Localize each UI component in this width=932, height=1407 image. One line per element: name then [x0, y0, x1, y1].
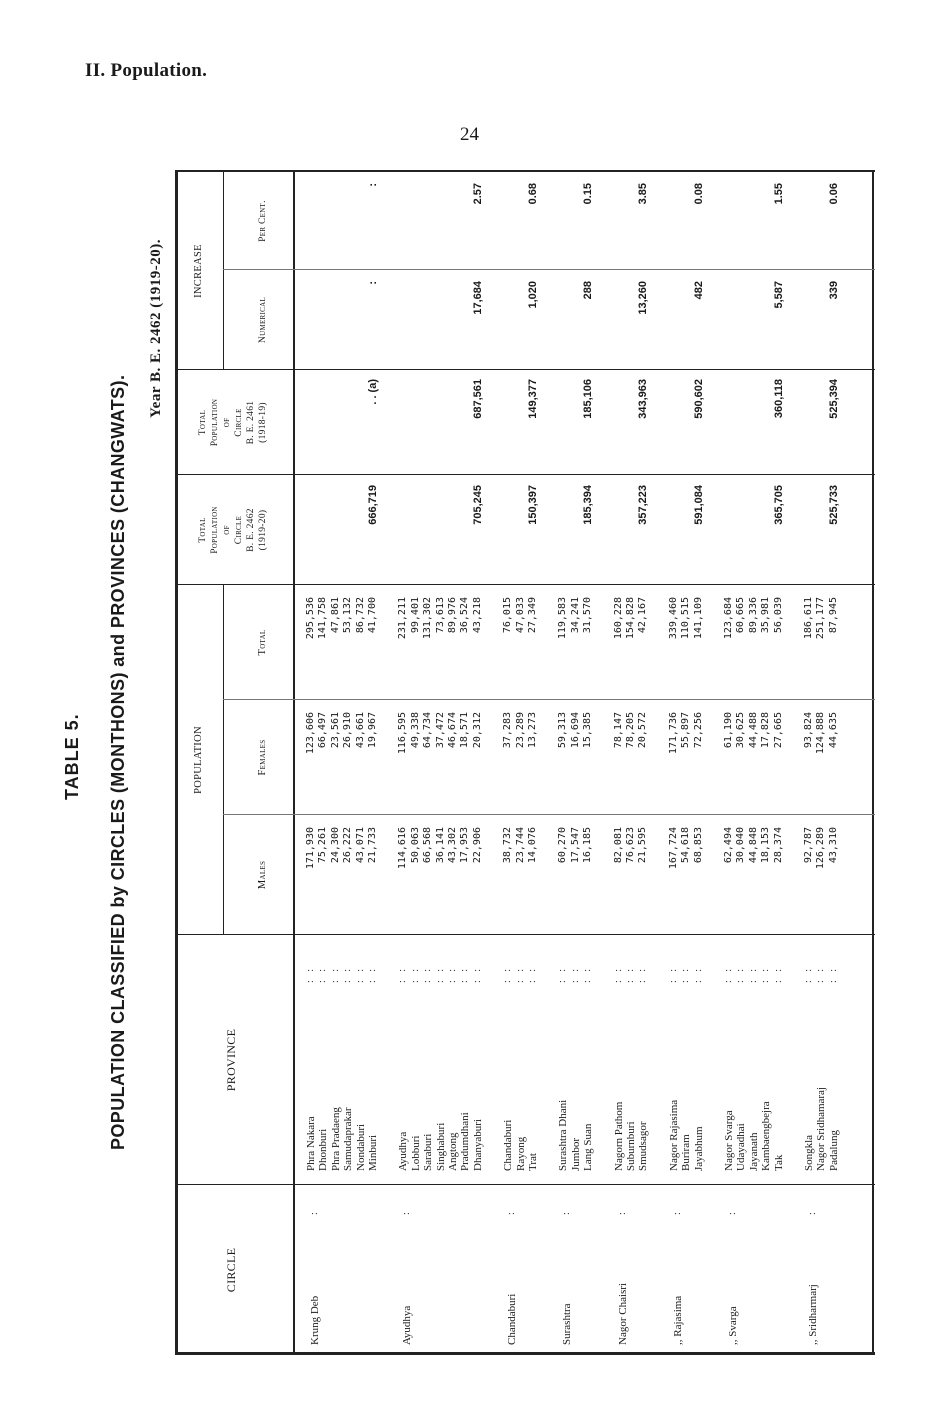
males-value: 171,930 [305, 827, 316, 870]
increase-numerical: 482 [692, 281, 705, 300]
females-value: 78,147 [612, 712, 624, 749]
males-value: 21,595 [637, 827, 649, 864]
females-value: 20,572 [637, 712, 649, 749]
table-number: TABLE 5. [62, 713, 82, 800]
province-name: Nagor Rajasima [667, 1099, 680, 1171]
females-value: 59,313 [557, 712, 569, 749]
circle-total-2461: 687,561 [471, 379, 484, 419]
header-total-2461-line: Total [198, 409, 208, 436]
province-name: Nagor Sridhamaraj [815, 1087, 828, 1171]
males-value: 17,953 [459, 827, 471, 864]
province-name: Dhanyaburi [471, 1119, 484, 1171]
province-name: Phra Pradaeng [329, 1107, 342, 1171]
increase-per-cent: 0.15 [582, 183, 595, 205]
circle-dots: : [401, 1209, 413, 1215]
province-dots: : : [723, 965, 734, 983]
province-dots: : : [582, 965, 594, 983]
total-value: 231,211 [397, 597, 409, 640]
males-value: 82,081 [612, 827, 624, 864]
total-value: 110,515 [680, 597, 692, 640]
total-value: 53,132 [342, 597, 354, 634]
females-value: 72,256 [692, 712, 704, 749]
header-total-2461-line: of [222, 417, 232, 428]
province-dots: : : [569, 965, 581, 983]
males-value: 66,568 [422, 827, 434, 864]
circle-total-2462: 705,245 [471, 485, 484, 525]
males-value: 18,153 [760, 827, 772, 864]
females-value: 30,625 [735, 712, 747, 749]
males-value: 30,040 [735, 827, 747, 864]
province-name: Phra Nakara [305, 1116, 317, 1171]
females-total-rule [223, 699, 875, 700]
circle-name: Nagor Chaisri [616, 1282, 629, 1345]
province-dots: : : [422, 965, 434, 983]
females-value: 16,694 [569, 712, 581, 749]
females-value: 66,497 [317, 712, 329, 749]
females-value: 20,312 [471, 712, 483, 749]
province-name: Kambaengbejra [760, 1101, 773, 1171]
females-value: 93,824 [803, 712, 814, 749]
province-dots: : : [434, 965, 446, 983]
total-value: 154,828 [625, 597, 636, 640]
province-dots: : : [317, 965, 329, 983]
province-name: Jayanath [747, 1132, 760, 1171]
circle-total-2461: 343,963 [637, 379, 650, 419]
males-value: 126,289 [815, 827, 827, 870]
circle-dots: : [506, 1209, 518, 1215]
circle-name: Chandaburi [506, 1293, 519, 1345]
header-total-2461-line: Circle [234, 408, 244, 437]
circle-name: Krung Deb [309, 1295, 321, 1345]
province-dots: : : [667, 965, 679, 983]
header-total-2461-line: B. E. 2461 [246, 400, 256, 445]
province-dots: : : [815, 965, 827, 983]
circle-name: ,, Svarga [727, 1306, 739, 1345]
header-population: POPULATION [193, 726, 204, 794]
province-name: Samudaprakar [342, 1107, 355, 1171]
females-value: 27,665 [772, 712, 784, 749]
province-name: Trat [527, 1153, 539, 1171]
numerical-percent-rule [223, 269, 875, 270]
province-name: Chandaburi [502, 1119, 515, 1171]
total-value: 141,109 [692, 597, 704, 640]
circle-dots: : [309, 1209, 320, 1215]
table-border-right [175, 170, 875, 172]
total-value: 47,033 [514, 597, 526, 634]
males-value: 28,374 [772, 827, 784, 864]
header-rule [293, 170, 295, 1355]
total-value: 99,401 [409, 597, 421, 634]
province-name: Smudsagor [637, 1121, 650, 1171]
total-value: 42,167 [637, 597, 649, 634]
province-name: Minburi [367, 1134, 379, 1171]
province-name: Angtong [447, 1132, 459, 1171]
circle-total-2461: 590,602 [692, 379, 705, 419]
province-name: Surashtra Dhani [557, 1099, 570, 1171]
females-value: 116,595 [397, 712, 409, 755]
females-value: 17,828 [760, 712, 772, 749]
year-label: Year B. E. 2462 (1919-20). [148, 239, 164, 418]
province-name: Lobburi [409, 1135, 422, 1171]
increase-per-cent: : [367, 183, 379, 187]
table-border-bottom [872, 170, 874, 1355]
province-name: Nagorn Pathom [612, 1101, 625, 1171]
province-name: Saraburi [422, 1133, 435, 1171]
header-per-cent: Per Cent. [258, 200, 268, 242]
total-value: 86,732 [354, 597, 366, 634]
province-dots: : : [471, 965, 483, 983]
column-rule-2 [175, 584, 875, 585]
province-dots: : : [447, 965, 458, 983]
females-value: 23,561 [329, 712, 341, 749]
province-dots: : : [397, 965, 409, 983]
section-heading: II. Population. [85, 60, 208, 81]
increase-numerical: 339 [827, 281, 840, 300]
header-females: Females [257, 739, 268, 776]
females-value: 55,897 [680, 712, 692, 749]
increase-per-cent: 1.55 [772, 183, 785, 205]
header-total-2462-line: B. E. 2462 [246, 508, 256, 552]
males-value: 68,853 [692, 827, 704, 864]
total-value: 41,700 [367, 597, 378, 634]
total-value: 27,349 [527, 597, 538, 634]
males-value: 75,261 [317, 827, 329, 864]
circle-name: ,, Sridharmarj [807, 1284, 819, 1345]
females-value: 171,736 [667, 712, 679, 755]
males-value: 14,076 [527, 827, 538, 864]
table-title: POPULATION CLASSIFIED by CIRCLES (MONTHONS) and PROVINCES (CHANGWATS). [108, 374, 128, 1150]
females-value: 78,205 [625, 712, 636, 749]
females-value: 37,472 [434, 712, 446, 749]
total-value: 73,613 [434, 597, 446, 634]
header-increase: INCREASE [193, 244, 204, 298]
total-value: 123,684 [723, 597, 734, 640]
males-value: 43,310 [827, 827, 839, 864]
header-total-2462-line: (1919-20) [258, 509, 268, 551]
province-dots: : : [760, 965, 772, 983]
table-border-top [175, 170, 178, 1355]
increase-numerical: 1,020 [527, 281, 539, 309]
males-value: 44,848 [747, 827, 759, 864]
increase-per-cent: 0.08 [692, 183, 705, 205]
total-value: 76,015 [502, 597, 514, 634]
province-dots: : : [354, 965, 366, 983]
males-value: 36,141 [434, 827, 446, 864]
province-name: Lang Suan [582, 1123, 595, 1171]
circle-total-2462: 666,719 [367, 485, 379, 525]
province-name: Pradumdhani [459, 1112, 472, 1171]
total-value: 36,524 [459, 597, 471, 634]
header-total-2461-line: Population [210, 398, 220, 447]
province-name: Rayong [514, 1136, 527, 1171]
circle-total-2462: 150,397 [527, 485, 539, 525]
province-dots: : : [680, 965, 692, 983]
males-value: 50,063 [409, 827, 421, 864]
column-rule-4 [175, 369, 875, 370]
males-value: 43,071 [354, 827, 366, 864]
increase-numerical: 13,260 [637, 281, 650, 315]
province-name: Tak [772, 1154, 785, 1171]
total-value: 35,981 [760, 597, 772, 634]
population-subrule [223, 585, 224, 935]
females-value: 23,289 [514, 712, 526, 749]
province-name: Dhonburi [317, 1128, 330, 1171]
circle-total-2462: 365,705 [772, 485, 785, 525]
column-rule-3 [175, 474, 875, 475]
circle-dots: : [807, 1209, 818, 1215]
males-females-rule [223, 814, 875, 815]
province-dots: : : [735, 965, 747, 983]
increase-per-cent: 0.68 [527, 183, 539, 205]
total-value: 339,460 [667, 597, 679, 640]
circle-dots: : [671, 1209, 683, 1215]
total-value: 295,536 [305, 597, 316, 640]
males-value: 38,732 [502, 827, 514, 864]
province-dots: : : [772, 965, 784, 983]
column-rule-0 [175, 1184, 875, 1185]
province-dots: : : [409, 965, 421, 983]
males-value: 24,300 [329, 827, 341, 864]
males-value: 26,222 [342, 827, 354, 864]
province-name: Nagor Svarga [723, 1110, 735, 1171]
province-name: Udayadhai [735, 1123, 748, 1171]
province-name: Ayudhya [397, 1131, 410, 1171]
total-value: 89,976 [447, 597, 458, 634]
province-name: Padalung [827, 1130, 840, 1171]
header-circle: CIRCLE [224, 1247, 238, 1293]
header-total-2462-line: Circle [234, 515, 244, 545]
province-name: Songkla [803, 1134, 815, 1171]
total-value: 47,861 [329, 597, 341, 634]
column-rule-1 [175, 934, 875, 935]
total-value: 87,945 [827, 597, 839, 634]
total-value: 56,039 [772, 597, 784, 634]
males-value: 21,733 [367, 827, 378, 864]
females-value: 64,734 [422, 712, 434, 749]
province-dots: : : [527, 965, 538, 983]
females-value: 61,190 [723, 712, 734, 749]
header-total-2461-line: (1918-19) [258, 402, 268, 443]
province-dots: : : [612, 965, 624, 983]
total-value: 131,302 [422, 597, 434, 640]
province-dots: : : [514, 965, 526, 983]
province-dots: : : [557, 965, 569, 983]
circle-total-2462: 185,394 [582, 485, 595, 525]
males-value: 60,270 [557, 827, 569, 864]
province-dots: : : [803, 965, 814, 983]
province-dots: : : [827, 965, 839, 983]
circle-total-2462: 357,223 [637, 485, 650, 525]
circle-total-2461: . . (a) [367, 379, 379, 405]
females-value: 26,910 [342, 712, 354, 749]
increase-subrule [223, 172, 224, 370]
females-value: 46,674 [447, 712, 458, 749]
circle-dots: : [616, 1209, 628, 1215]
total-value: 119,583 [557, 597, 569, 640]
circle-total-2461: 149,377 [527, 379, 539, 419]
province-dots: : : [637, 965, 649, 983]
province-dots: : : [305, 965, 316, 983]
females-value: 49,338 [409, 712, 421, 749]
header-total-2462-line: Total [198, 517, 208, 543]
females-value: 19,967 [367, 712, 378, 749]
females-value: 124,888 [815, 712, 827, 755]
header-total-2462-line: of [222, 525, 232, 535]
circle-total-2461: 185,106 [582, 379, 595, 419]
total-value: 31,570 [582, 597, 594, 634]
circle-dots: : [727, 1209, 738, 1215]
total-value: 43,218 [471, 597, 483, 634]
males-value: 43,302 [447, 827, 458, 864]
males-value: 92,787 [803, 827, 814, 864]
females-value: 44,488 [747, 712, 759, 749]
males-value: 62,494 [723, 827, 734, 864]
circle-dots: : [561, 1209, 573, 1215]
header-males: Males [257, 860, 268, 890]
province-dots: : : [747, 965, 759, 983]
total-value: 89,336 [747, 597, 759, 634]
circle-total-2461: 360,118 [772, 379, 785, 419]
province-name: Jumbor [569, 1138, 582, 1171]
province-dots: : : [329, 965, 341, 983]
increase-numerical: 288 [582, 281, 595, 300]
circle-name: Surashtra [561, 1303, 574, 1345]
circle-total-2462: 591,084 [692, 485, 705, 525]
province-name: Jayabhum [692, 1126, 705, 1171]
males-value: 22,906 [471, 827, 483, 864]
males-value: 17,547 [569, 827, 581, 864]
females-value: 43,661 [354, 712, 366, 749]
increase-numerical: : [367, 281, 379, 285]
total-value: 141,758 [317, 597, 329, 640]
males-value: 114,616 [397, 827, 409, 870]
total-value: 160,228 [612, 597, 624, 640]
province-name: Singhaburi [434, 1122, 447, 1171]
circle-name: Ayudhya [401, 1305, 414, 1345]
total-value: 251,177 [815, 597, 827, 640]
province-dots: : : [502, 965, 514, 983]
header-numerical: Numerical [258, 296, 268, 344]
circle-total-2461: 525,394 [827, 379, 840, 419]
males-value: 76,623 [625, 827, 636, 864]
females-value: 44,635 [827, 712, 839, 749]
population-table [175, 170, 875, 1355]
province-dots: : : [342, 965, 354, 983]
total-value: 60,665 [735, 597, 747, 634]
increase-per-cent: 3.85 [637, 183, 650, 205]
header-total-2462-line: Population [210, 506, 220, 554]
total-value: 186,611 [803, 597, 814, 640]
females-value: 123,606 [305, 712, 316, 755]
province-dots: : : [367, 965, 378, 983]
increase-per-cent: 0.06 [827, 183, 840, 205]
males-value: 54,618 [680, 827, 692, 864]
province-name: Buriram [680, 1134, 693, 1171]
table-border-left [175, 1352, 875, 1355]
females-value: 37,283 [502, 712, 514, 749]
province-name: Nondaburi [354, 1123, 367, 1171]
females-value: 15,385 [582, 712, 594, 749]
males-value: 23,744 [514, 827, 526, 864]
increase-per-cent: 2.57 [471, 183, 484, 205]
circle-total-2462: 525,733 [827, 485, 840, 525]
females-value: 18,571 [459, 712, 471, 749]
province-dots: : : [459, 965, 471, 983]
increase-numerical: 5,587 [772, 281, 785, 309]
circle-name: ,, Rajasima [671, 1295, 684, 1345]
page-number: 24 [460, 124, 479, 145]
province-dots: : : [625, 965, 636, 983]
increase-numerical: 17,684 [471, 281, 484, 315]
males-value: 167,724 [667, 827, 679, 870]
males-value: 16,185 [582, 827, 594, 864]
total-value: 34,241 [569, 597, 581, 634]
province-dots: : : [692, 965, 704, 983]
females-value: 13,273 [527, 712, 538, 749]
header-total: Total [257, 629, 268, 656]
header-province: PROVINCE [224, 1028, 238, 1092]
province-name: Suburnburi [625, 1121, 637, 1171]
